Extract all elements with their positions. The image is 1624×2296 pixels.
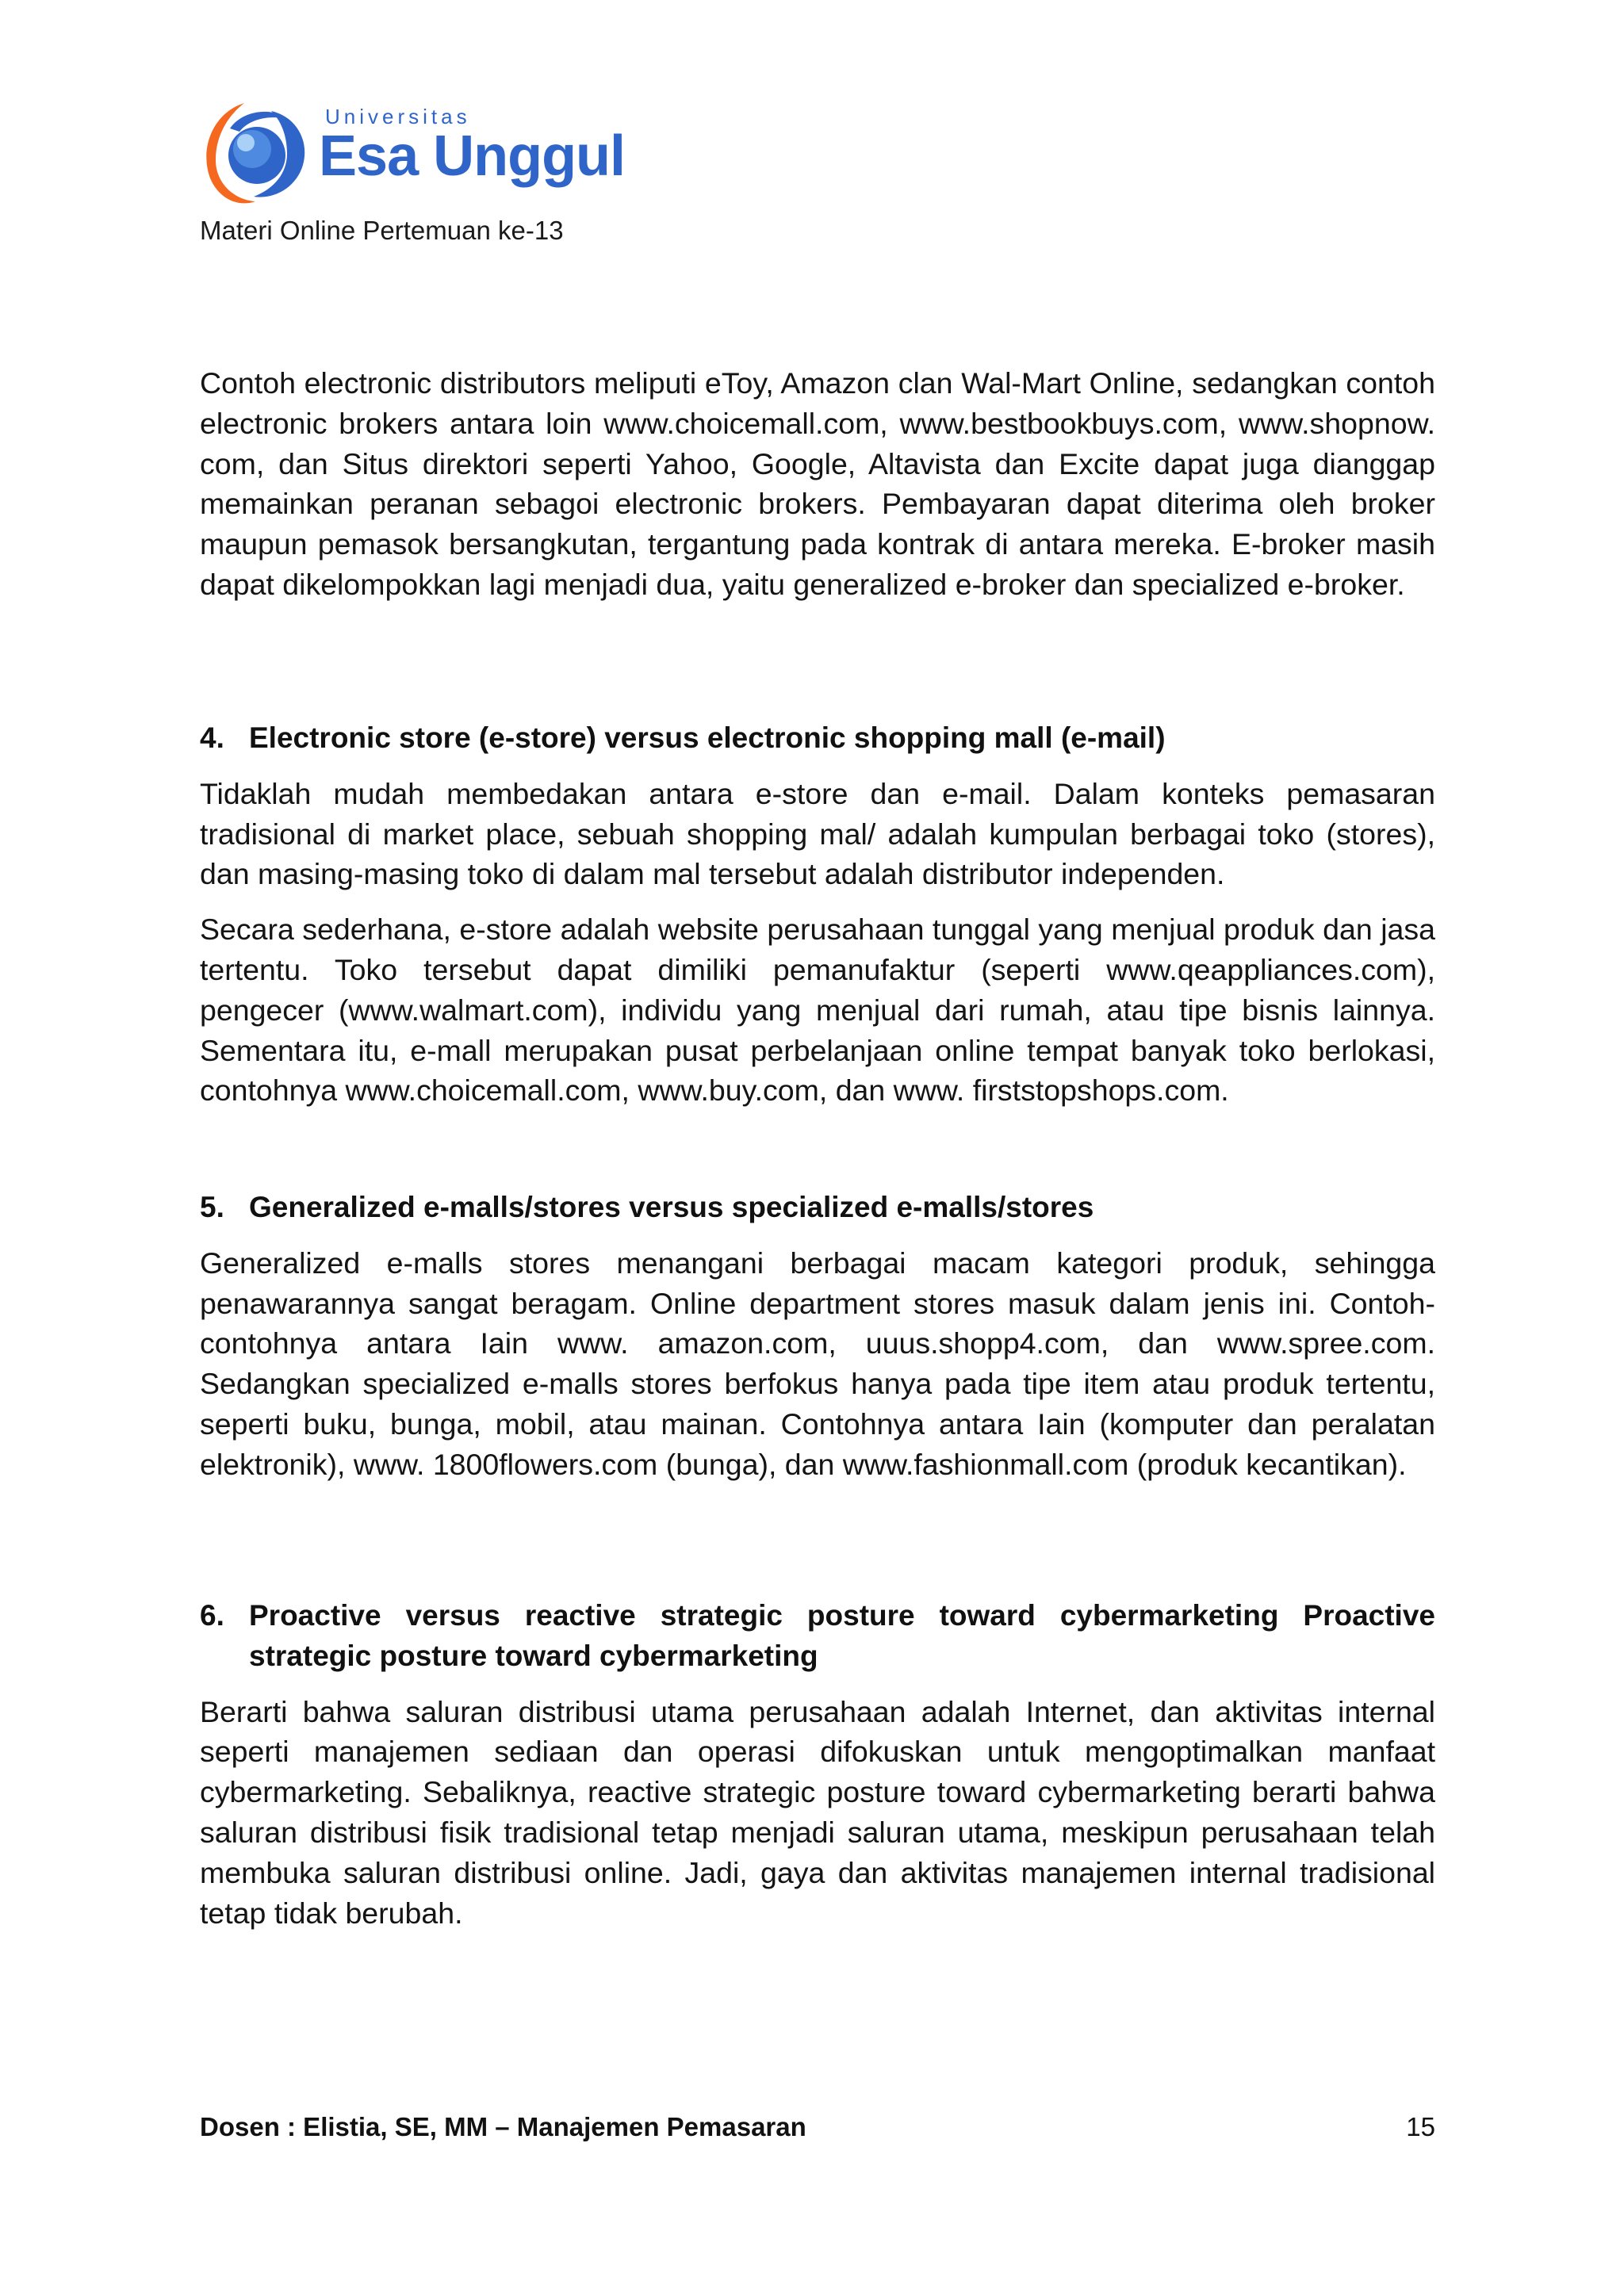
section-5 <box>200 1188 1435 1485</box>
section-title: Proactive versus reactive strategic posture toward cybermarketing Proactive strategic posture toward cybermarketing <box>249 1599 1435 1672</box>
footer-lecturer: Dosen : Elistia, SE, MM – Manajemen Pemasaran <box>200 2112 806 2141</box>
section-title: Generalized e-malls/stores versus specialized e-malls/stores <box>249 1191 1094 1223</box>
page-footer <box>200 2112 1435 2142</box>
section-4 <box>200 718 1435 1111</box>
section-number: 4. <box>200 721 224 754</box>
section-number: 6. <box>200 1599 224 1632</box>
section-paragraph: Secara sederhana, e-store adalah website perusahaan tunggal yang menjual produk dan jasa tertentu. Toko tersebut dapat dimiliki pemanufaktur (seperti www.qeappliances.com), pengecer (www.walmart.com), individu yang menjual dari rumah, atau tipe bisnis lainnya. Sementara itu, e-mall merupakan pusat perbelanjaan online tempat banyak toko berlokasi, contohnya www.choicemall.com, www.buy.com, dan www. firststopshops.com. <box>200 913 1435 1108</box>
page-number: 15 <box>1406 2112 1435 2141</box>
section-heading <box>200 1188 1435 1228</box>
intro-block <box>200 363 1435 605</box>
intro-paragraph: Contoh electronic distributors meliputi eToy, Amazon clan Wal-Mart Online, sedangkan contoh electronic brokers antara loin www.choicemall.com, www.bestbookbuys.com, www.shopnow. com, dan Situs direktori seperti Yahoo, Google, Altavista dan Excite dapat juga dianggap memainkan peranan sebagoi electronic brokers. Pembayaran dapat diterima oleh broker maupun pemasok bersangkutan, tergantung pada kontrak di antara mereka. E-broker masih dapat dikelompokkan lagi menjadi dua, yaitu generalized e-broker dan specialized e-broker. <box>200 366 1435 601</box>
section-paragraph: Generalized e-malls stores menangani berbagai macam kategori produk, sehingga penawarannya sangat beragam. Online department stores masuk dalam jenis ini. Contoh-contohnya antara Iain www. amazon.com, uuus.shopp4.com, dan www.spree.com. Sedangkan specialized e-malls stores berfokus hanya pada tipe item atau produk tertentu, seperti buku, bunga, mobil, atau mainan. Contohnya antara Iain (komputer dan peralatan elektronik), www. 1800flowers.com (bunga), dan www.fashionmall.com (produk kecantikan). <box>200 1246 1435 1481</box>
header-subtitle: Materi Online Pertemuan ke-13 <box>200 216 564 245</box>
section-heading <box>200 718 1435 759</box>
university-logo <box>198 97 642 216</box>
logo-large-text: Esa Unggul <box>319 124 626 188</box>
section-paragraph: Tidaklah mudah membedakan antara e-store dan e-mail. Dalam konteks pemasaran tradisional di market place, sebuah shopping mal/ adalah kumpulan berbagai toko (stores), dan masing-masing toko di dalam mal tersebut adalah distributor independen. <box>200 776 1435 891</box>
section-heading <box>200 1596 1435 1677</box>
section-number: 5. <box>200 1191 224 1223</box>
logo-small-text: Universitas <box>325 105 471 128</box>
section-paragraph: Berarti bahwa saluran distribusi utama perusahaan adalah Internet, dan aktivitas internal seperti manajemen sediaan dan operasi difokuskan untuk mengoptimalkan manfaat cybermarketing. Sebaliknya, reactive strategic posture toward cybermarketing berarti bahwa saluran distribusi fisik tradisional tetap menjadi saluran utama, meskipun perusahaan telah membuka saluran distribusi online. Jadi, gaya dan aktivitas manajemen internal tradisional tetap tidak berubah. <box>200 1694 1435 1930</box>
section-6 <box>200 1596 1435 1933</box>
section-title: Electronic store (e-store) versus electronic shopping mall (e-mail) <box>249 721 1166 754</box>
